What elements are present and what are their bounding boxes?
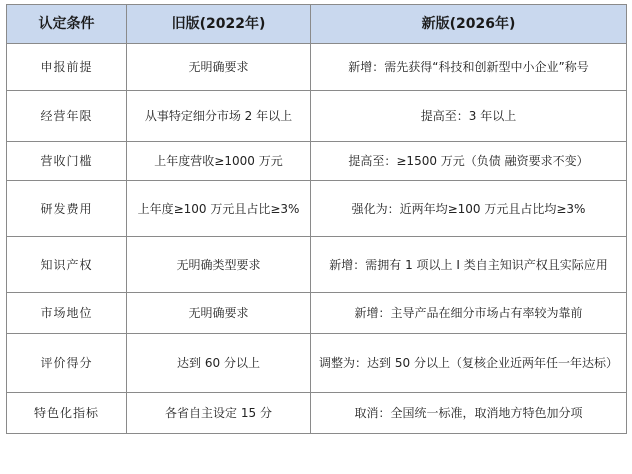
table-row: [7, 293, 627, 334]
condition-cell: 评价得分: [7, 334, 127, 393]
old-version-cell: 各省自主设定 15 分: [127, 393, 311, 434]
new-version-cell: 新增：需拥有 1 项以上 I 类自主知识产权且实际应用: [311, 237, 627, 293]
new-version-cell: 强化为：近两年均≥100 万元且占比均≥3%: [311, 181, 627, 237]
condition-cell: 知识产权: [7, 237, 127, 293]
table-row: [7, 237, 627, 293]
condition-cell: 营收门槛: [7, 142, 127, 181]
table-row: [7, 181, 627, 237]
header-row: [7, 5, 627, 44]
table-row: [7, 44, 627, 91]
condition-cell: 经营年限: [7, 91, 127, 142]
header-new-version: 新版(2026年): [311, 5, 627, 44]
old-version-cell: 达到 60 分以上: [127, 334, 311, 393]
old-version-cell: 从事特定细分市场 2 年以上: [127, 91, 311, 142]
new-version-cell: 提高至：3 年以上: [311, 91, 627, 142]
new-version-cell: 提高至：≥1500 万元（负债 融资要求不变）: [311, 142, 627, 181]
comparison-table: [6, 4, 627, 434]
table-row: [7, 393, 627, 434]
condition-cell: 市场地位: [7, 293, 127, 334]
condition-cell: 申报前提: [7, 44, 127, 91]
condition-cell: 研发费用: [7, 181, 127, 237]
header-old-version: 旧版(2022年): [127, 5, 311, 44]
new-version-cell: 新增：需先获得“科技和创新型中小企业”称号: [311, 44, 627, 91]
condition-cell: 特色化指标: [7, 393, 127, 434]
table-row: [7, 91, 627, 142]
old-version-cell: 无明确要求: [127, 44, 311, 91]
new-version-cell: 调整为：达到 50 分以上（复核企业近两年任一年达标）: [311, 334, 627, 393]
new-version-cell: 取消：全国统一标准，取消地方特色加分项: [311, 393, 627, 434]
header-condition: 认定条件: [7, 5, 127, 44]
new-version-cell: 新增：主导产品在细分市场占有率较为靠前: [311, 293, 627, 334]
old-version-cell: 无明确要求: [127, 293, 311, 334]
comparison-table-container: [6, 4, 626, 434]
old-version-cell: 上年度≥100 万元且占比≥3%: [127, 181, 311, 237]
table-row: [7, 334, 627, 393]
old-version-cell: 上年度营收≥1000 万元: [127, 142, 311, 181]
table-row: [7, 142, 627, 181]
old-version-cell: 无明确类型要求: [127, 237, 311, 293]
